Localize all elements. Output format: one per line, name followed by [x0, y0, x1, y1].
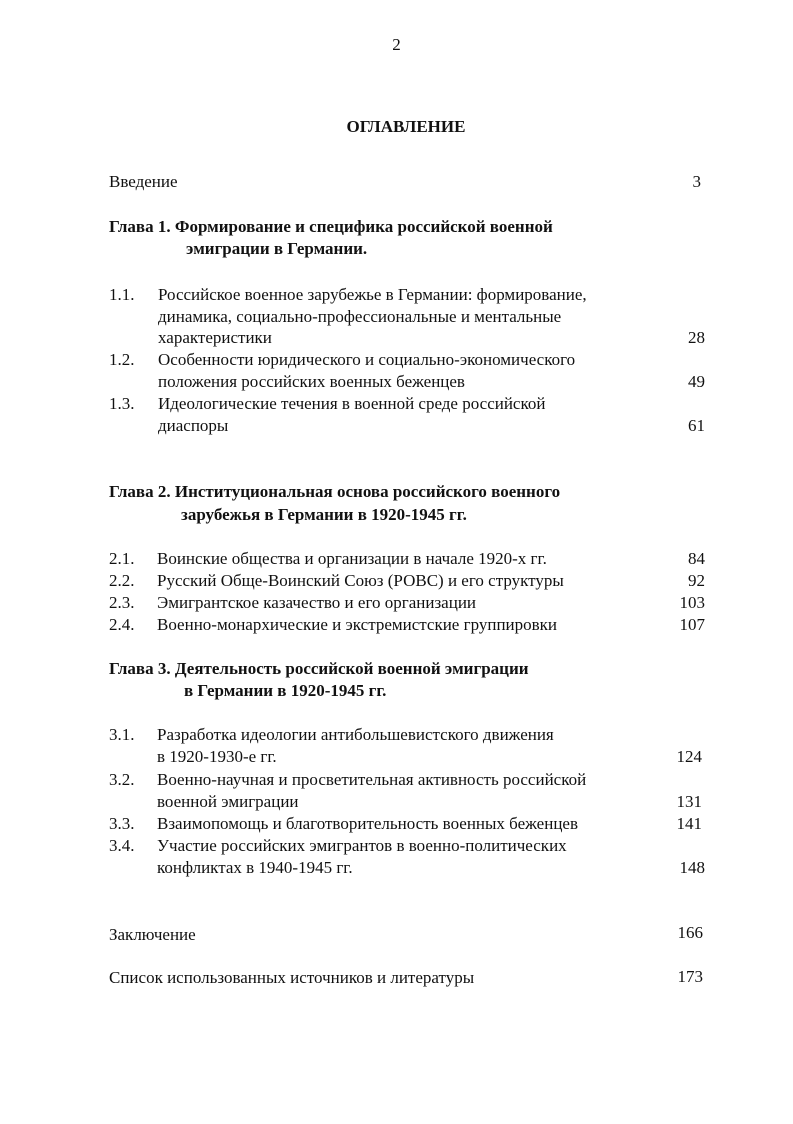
- section-2-4-number: 2.4.: [109, 615, 135, 634]
- section-1-2-number: 1.2.: [109, 350, 135, 369]
- chapter3-title-line2: в Германии в 1920-1945 гг.: [184, 681, 387, 700]
- chapter3-title-line1: Глава 3. Деятельность российской военной эмиграции: [109, 659, 529, 678]
- section-2-3-line1: Эмигрантское казачество и его организации: [157, 593, 477, 612]
- toc-intro-page: 3: [692, 172, 701, 191]
- chapter2-title-line2: зарубежья в Германии в 1920-1945 гг.: [181, 505, 467, 524]
- section-3-4-number: 3.4.: [109, 836, 135, 855]
- toc-conclusion-page: 166: [677, 923, 703, 942]
- section-3-2-number: 3.2.: [109, 770, 135, 789]
- section-1-1-line2: динамика, социально-профессиональные и ментальные: [158, 307, 562, 326]
- chapter2-title-line1: Глава 2. Институциональная основа российского военного: [109, 482, 561, 501]
- section-3-1-number: 3.1.: [109, 725, 135, 744]
- section-2-2-page: 92: [688, 571, 705, 590]
- section-3-1-line2: в 1920-1930-е гг.: [157, 747, 277, 766]
- section-2-2-line1: Русский Обще-Воинский Союз (РОВС) и его структуры: [157, 571, 564, 590]
- section-1-1-page: 28: [688, 328, 705, 347]
- section-3-4-line1: Участие российских эмигрантов в военно-политических: [157, 836, 567, 855]
- section-2-2-number: 2.2.: [109, 571, 135, 590]
- section-3-2-line2: военной эмиграции: [157, 792, 299, 811]
- section-3-3-number: 3.3.: [109, 814, 135, 833]
- toc-bibliography-label: Список использованных источников и литературы: [109, 968, 475, 987]
- section-2-3-number: 2.3.: [109, 593, 135, 612]
- section-3-3-line1: Взаимопомощь и благотворительность военных беженцев: [157, 814, 578, 833]
- section-1-3-line1: Идеологические течения в военной среде российской: [158, 394, 546, 413]
- page-number: 2: [392, 35, 401, 54]
- section-2-1-page: 84: [688, 549, 705, 568]
- section-3-1-page: 124: [676, 747, 702, 766]
- section-2-4-page: 107: [679, 615, 705, 634]
- section-3-2-page: 131: [676, 792, 702, 811]
- section-2-1-number: 2.1.: [109, 549, 135, 568]
- section-1-2-line1: Особенности юридического и социально-экономического: [158, 350, 576, 369]
- toc-bibliography-page: 173: [677, 967, 703, 986]
- section-1-1-line1: Российское военное зарубежье в Германии: формирование,: [158, 285, 587, 304]
- section-3-3-page: 141: [676, 814, 702, 833]
- section-1-2-page: 49: [688, 372, 705, 391]
- section-3-2-line1: Военно-научная и просветительная активность российской: [157, 770, 587, 789]
- page-title: ОГЛАВЛЕНИЕ: [346, 117, 466, 136]
- section-1-1-number: 1.1.: [109, 285, 135, 304]
- section-1-2-line2: положения российских военных беженцев: [158, 372, 465, 391]
- toc-conclusion-label: Заключение: [109, 925, 196, 944]
- chapter1-title-line2: эмиграции в Германии.: [186, 239, 368, 258]
- section-1-3-page: 61: [688, 416, 705, 435]
- section-2-4-line1: Военно-монархические и экстремистские группировки: [157, 615, 558, 634]
- section-3-4-page: 148: [679, 858, 705, 877]
- chapter1-title-line1: Глава 1. Формирование и специфика российской военной: [109, 217, 553, 236]
- toc-intro-label: Введение: [109, 172, 178, 191]
- section-2-1-line1: Воинские общества и организации в начале 1920-х гг.: [157, 549, 547, 568]
- section-3-4-line2: конфликтах в 1940-1945 гг.: [157, 858, 353, 877]
- section-1-3-line2: диаспоры: [158, 416, 229, 435]
- section-2-3-page: 103: [679, 593, 705, 612]
- section-1-3-number: 1.3.: [109, 394, 135, 413]
- section-1-1-line3: характеристики: [158, 328, 272, 347]
- section-3-1-line1: Разработка идеологии антибольшевистского движения: [157, 725, 554, 744]
